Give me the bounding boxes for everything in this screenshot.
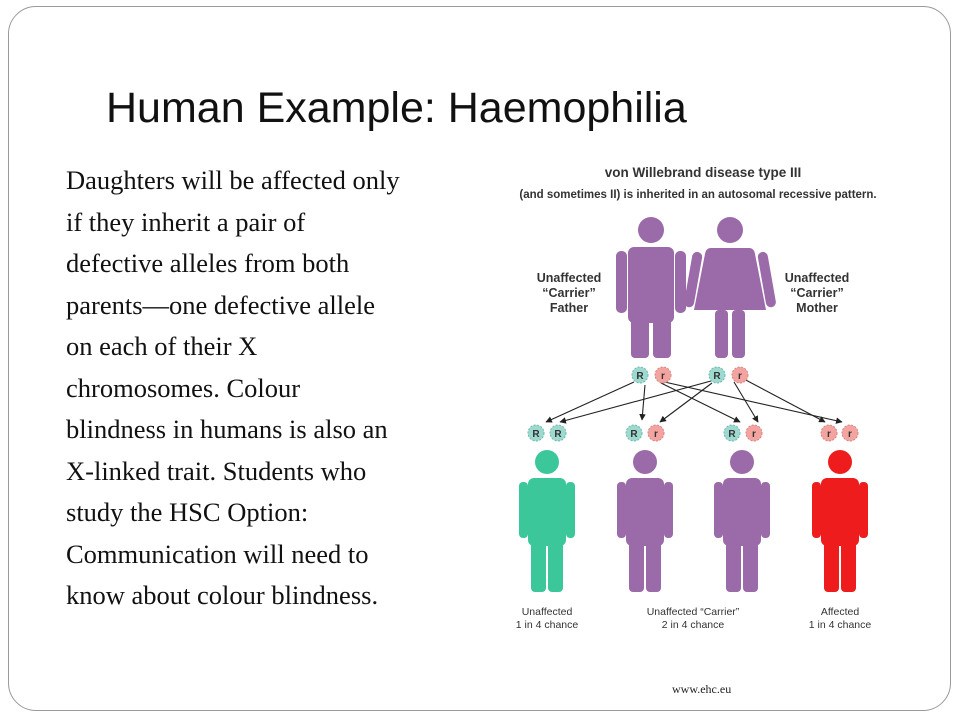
allele-label: r	[848, 429, 852, 440]
child-carrier	[617, 425, 673, 592]
mother-label-line: Unaffected	[784, 271, 850, 285]
mother-label-line: Mother	[796, 301, 838, 315]
male-figure-icon	[617, 450, 673, 592]
body-line: blindness in humans is also an	[66, 414, 388, 444]
outcome-label-line: Affected	[820, 606, 860, 618]
allele-label: R	[713, 371, 721, 382]
mother-figure-icon	[683, 217, 776, 358]
father-alleles	[632, 367, 671, 383]
male-figure-icon	[812, 450, 868, 592]
allele-label: R	[532, 429, 540, 440]
child-carrier	[714, 425, 770, 592]
inheritance-arrows	[546, 378, 842, 422]
allele-label: r	[654, 429, 658, 440]
body-line: Communication will need to	[66, 538, 369, 569]
father-figure-icon	[616, 217, 686, 358]
allele-label: R	[630, 429, 638, 440]
body-text	[66, 160, 466, 617]
body-line: X-linked trait. Students who	[66, 455, 367, 486]
body-line: parents—one defective allele	[66, 289, 376, 320]
footer-url: www.ehc.eu	[672, 682, 732, 696]
diagram-title-line: von Willebrand disease type III	[604, 165, 802, 180]
allele-label: r	[738, 371, 742, 382]
mother-label-line: “Carrier”	[790, 286, 844, 300]
outcome-label-line: Unaffected “Carrier”	[646, 606, 740, 618]
diagram-title-line: (and sometimes II) is inherited in an autosomal recessive pattern.	[519, 189, 877, 201]
male-figure-icon	[714, 450, 770, 592]
father-label-line: “Carrier”	[542, 286, 596, 300]
outcome-label-line: 1 in 4 chance	[515, 619, 579, 631]
body-line: Daughters will be affected only	[66, 165, 400, 195]
father-label-line: Father	[549, 301, 589, 315]
male-figure-icon	[519, 450, 575, 592]
inheritance-diagram	[490, 160, 920, 640]
child-unaffected	[519, 425, 575, 592]
body-line: defective alleles from both	[66, 248, 350, 278]
body-line: chromosomes. Colour	[66, 372, 301, 403]
body-line: study the HSC Option:	[66, 497, 309, 527]
father-label-line: Unaffected	[536, 271, 602, 285]
outcome-label-line: 1 in 4 chance	[808, 619, 872, 631]
slide-title: Human Example: Haemophilia	[106, 84, 687, 132]
child-affected	[812, 425, 868, 592]
outcome-label-line: Unaffected	[521, 606, 573, 618]
allele-label: R	[728, 429, 736, 440]
body-line: if they inherit a pair of	[66, 206, 306, 237]
allele-label: R	[554, 429, 562, 440]
allele-label: r	[661, 371, 665, 382]
allele-label: r	[827, 429, 831, 440]
body-line: know about colour blindness.	[66, 580, 379, 610]
allele-label: R	[636, 371, 644, 382]
body-line: on each of their X	[66, 331, 258, 361]
mother-alleles	[709, 367, 748, 383]
allele-label: r	[752, 429, 756, 440]
outcome-label-line: 2 in 4 chance	[661, 619, 725, 631]
